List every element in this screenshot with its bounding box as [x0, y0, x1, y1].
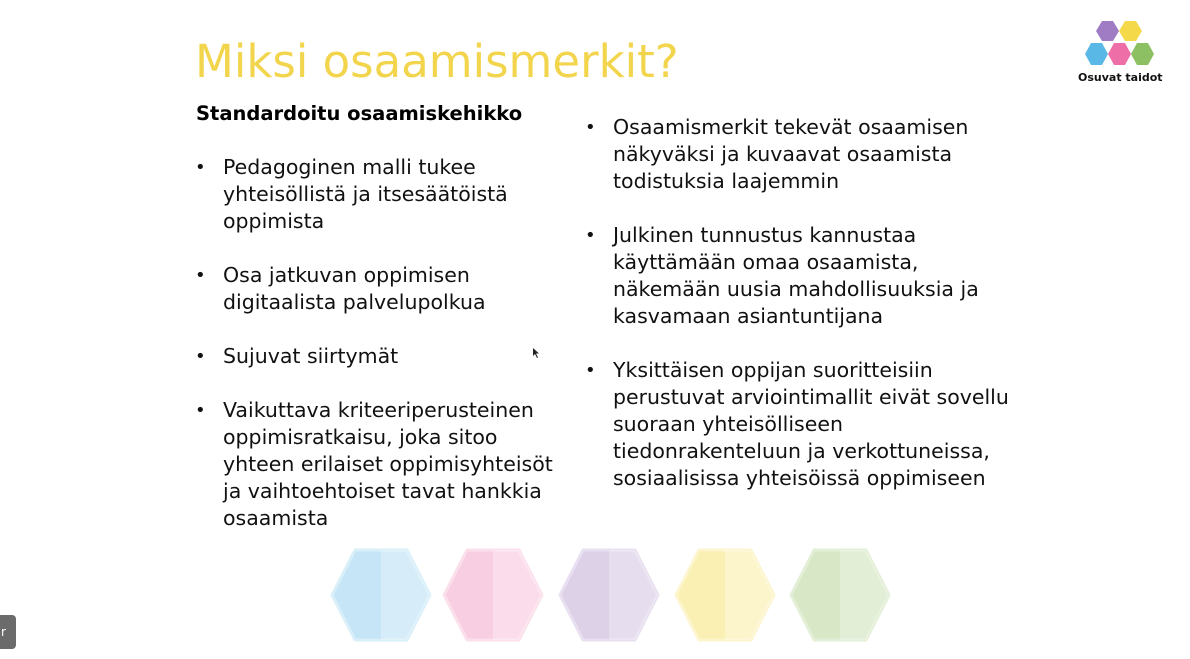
hex-green [791, 550, 889, 640]
bullet-item [195, 397, 575, 532]
bullet-text: Julkinen tunnustus kannustaa käyttämään omaa osaamista, näkemään uusia mahdollisuuksia ja kasvamaan asiantuntijana [613, 223, 979, 328]
left-bullet-list [195, 154, 575, 559]
bullet-item [195, 154, 575, 235]
logo-hex-blue [1085, 43, 1108, 65]
bullet-dot: • [195, 400, 206, 421]
hex-pink [444, 550, 542, 640]
bullet-text: Pedagoginen malli tukee yhteisöllistä ja itsesäätöistä oppimista [223, 155, 508, 233]
bullet-item [585, 357, 1035, 492]
bullet-item [195, 343, 575, 370]
right-bullet-list [585, 114, 1035, 519]
bullet-text: Osaamismerkit tekevät osaamisen näkyväksi ja kuvaavat osaamista todistuksia laajemmin [613, 115, 969, 193]
decorative-hexagon-row [330, 548, 892, 642]
bullet-text: Osa jatkuvan oppimisen digitaalista palvelupolkua [223, 263, 486, 314]
logo-hex-purple [1096, 21, 1119, 41]
hex-purple [560, 550, 658, 640]
bullet-dot: • [585, 117, 596, 138]
logo-text: Osuvat taidot [1078, 71, 1163, 84]
bullet-item [195, 262, 575, 316]
bullet-text: Yksittäisen oppijan suoritteisiin perustuvat arviointimallit eivät sovellu suoraan yhteisölliseen tiedonrakenteluun ja verkottuneissa, sosiaalisissa yhteisöissä oppimiseen [613, 358, 1009, 490]
bullet-text: Vaikuttava kriteeriperusteinen oppimisratkaisu, joka sitoo yhteen erilaiset oppimisyhteisöt ja vaihtoehtoiset tavat hankkia osaamista [223, 398, 553, 530]
side-panel-tab[interactable]: r [0, 615, 16, 649]
slide-title: Miksi osaamismerkit? [195, 35, 679, 88]
mouse-pointer-icon [533, 348, 540, 358]
hex-blue [332, 550, 430, 640]
bullet-dot: • [195, 346, 206, 367]
logo-hex-yellow [1119, 21, 1142, 41]
subheading: Standardoitu osaamiskehikko [196, 102, 523, 125]
logo-hexagons [1085, 21, 1154, 65]
bullet-item [585, 222, 1035, 330]
bullet-text: Sujuvat siirtymät [223, 344, 399, 368]
bullet-dot: • [195, 157, 206, 178]
logo-hex-green [1131, 43, 1154, 65]
bullet-dot: • [195, 265, 206, 286]
bullet-item [585, 114, 1035, 195]
bullet-dot: • [585, 225, 596, 246]
hex-yellow [676, 550, 774, 640]
bullet-dot: • [585, 360, 596, 381]
logo-hex-pink [1108, 43, 1131, 65]
